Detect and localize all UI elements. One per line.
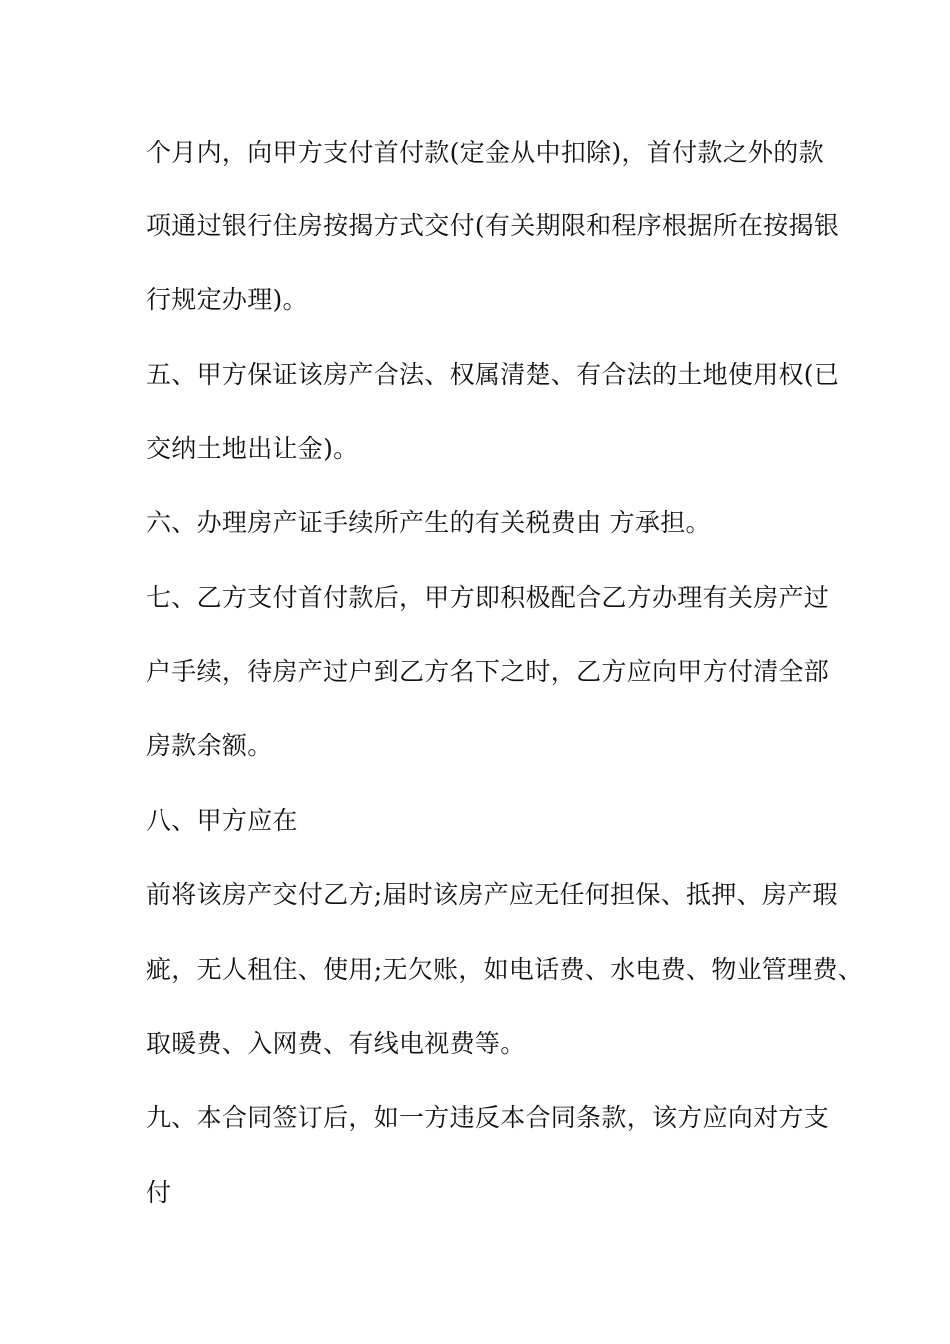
clause-5-line-2: 交纳土地出让金)。 (146, 434, 359, 463)
clause-8-line-4: 取暖费、入网费、有线电视费等。 (146, 1029, 526, 1058)
clause-8-line-3: 疵，无人租住、使用;无欠账，如电话费、水电费、物业管理费、 (146, 955, 864, 984)
clause-6-line-1: 六、办理房产证手续所产生的有关税费由 方承担。 (146, 508, 711, 537)
clause-8-line-2: 前将该房产交付乙方;届时该房产应无任何担保、抵押、房产瑕 (146, 880, 838, 909)
clause-9-line-1: 九、本合同签订后，如一方违反本合同条款，该方应向对方支 (146, 1103, 830, 1132)
text-line-2: 项通过银行住房按揭方式交付(有关期限和程序根据所在按揭银 (146, 211, 840, 240)
clause-7-line-2: 户手续，待房产过户到乙方名下之时，乙方应向甲方付清全部 (146, 657, 830, 686)
text-line-1: 个月内，向甲方支付首付款(定金从中扣除)，首付款之外的款 (146, 138, 824, 167)
clause-9-line-2: 付 (146, 1178, 172, 1207)
clause-5-line-1: 五、甲方保证该房产合法、权属清楚、有合法的土地使用权(已 (146, 360, 840, 389)
clause-7-line-3: 房款余额。 (146, 731, 273, 760)
text-line-3: 行规定办理)。 (146, 285, 308, 314)
clause-7-line-1: 七、乙方支付首付款后，甲方即积极配合乙方办理有关房产过 (146, 583, 830, 612)
clause-8-line-1: 八、甲方应在 (146, 806, 298, 835)
